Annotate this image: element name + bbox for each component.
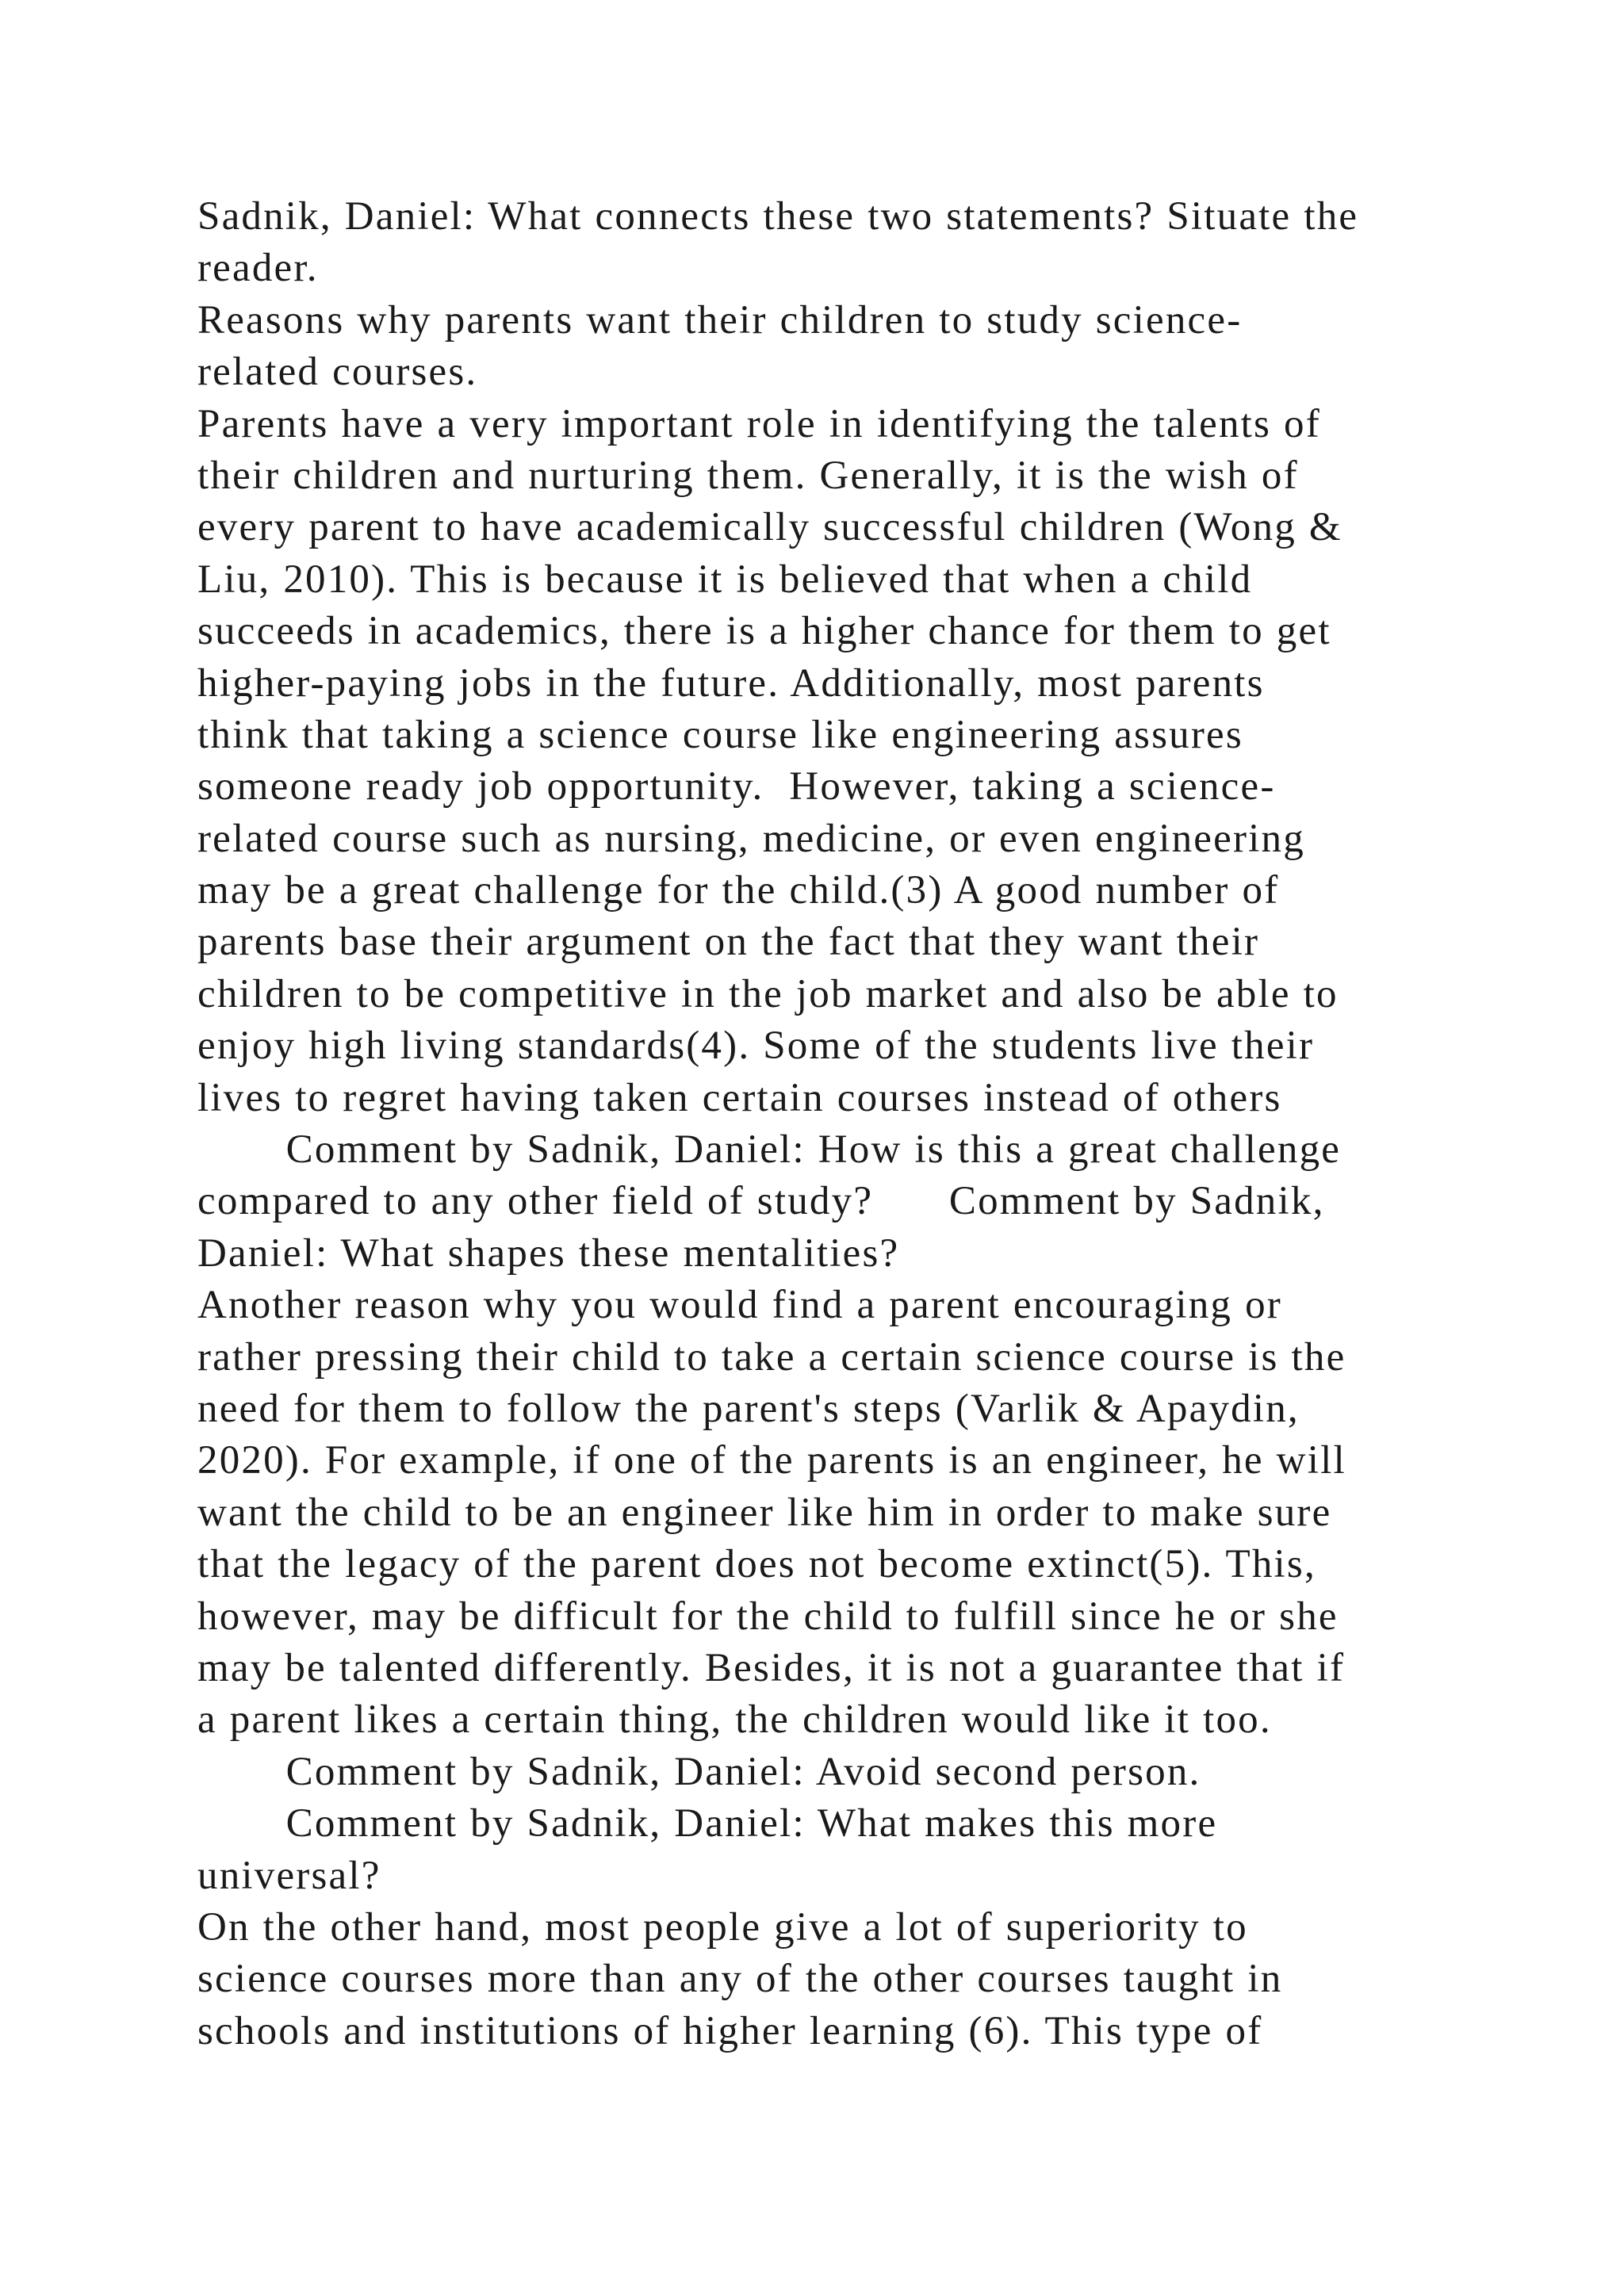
text-line: parents base their argument on the fact that they want their (197, 920, 1260, 965)
text-line: succeeds in academics, there is a higher chance for them to get (197, 609, 1331, 654)
text-line: someone ready job opportunity. However, taking a science- (197, 764, 1276, 809)
document-body (197, 191, 1450, 2057)
text-line: that the legacy of the parent does not become extinct(5). This, (197, 1542, 1316, 1587)
text-line: 2020). For example, if one of the parents is an engineer, he will (197, 1438, 1346, 1483)
text-line: Sadnik, Daniel: What connects these two statements? Situate the (197, 194, 1359, 239)
text-line: reader. (197, 246, 319, 291)
comment-line: Comment by Sadnik, Daniel: Avoid second person. (197, 1749, 1201, 1794)
text-line: every parent to have academically successful children (Wong & (197, 505, 1342, 550)
text-line: however, may be difficult for the child to fulfill since he or she (197, 1594, 1339, 1639)
text-line: lives to regret having taken certain courses instead of others (197, 1075, 1282, 1120)
text-line: Liu, 2010). This is because it is believed that when a child (197, 557, 1253, 602)
text-line: think that taking a science course like engineering assures (197, 712, 1243, 757)
comment-line: compared to any other field of study? Comment by Sadnik, (197, 1179, 1325, 1224)
text-line: want the child to be an engineer like him in order to make sure (197, 1490, 1332, 1535)
text-line: rather pressing their child to take a certain science course is the (197, 1334, 1346, 1380)
comment-line: universal? (197, 1853, 381, 1898)
text-line: higher-paying jobs in the future. Additionally, most parents (197, 660, 1265, 706)
text-line: need for them to follow the parent's steps (Varlik & Apaydin, (197, 1386, 1300, 1431)
text-line: their children and nurturing them. Generally, it is the wish of (197, 453, 1299, 498)
comment-line: Comment by Sadnik, Daniel: What makes this more (197, 1801, 1218, 1846)
text-line: a parent likes a certain thing, the children would like it too. (197, 1697, 1272, 1743)
text-line: science courses more than any of the other courses taught in (197, 1957, 1283, 2002)
text-line: enjoy high living standards(4). Some of the students live their (197, 1024, 1315, 1069)
text-line: related courses. (197, 350, 478, 395)
comment-line: Daniel: What shapes these mentalities? (197, 1230, 900, 1276)
text-line: children to be competitive in the job market and also be able to (197, 971, 1339, 1016)
text-line: Reasons why parents want their children to study science- (197, 297, 1243, 342)
text-line: may be a great challenge for the child.(3) A good number of (197, 868, 1280, 913)
text-line: related course such as nursing, medicine, or even engineering (197, 816, 1305, 861)
text-line: schools and institutions of higher learning (6). This type of (197, 2008, 1263, 2053)
text-line: may be talented differently. Besides, it is not a guarantee that if (197, 1645, 1346, 1690)
text-line: Parents have a very important role in identifying the talents of (197, 401, 1321, 446)
text-line: On the other hand, most people give a lot of superiority to (197, 1904, 1248, 1950)
text-line: Another reason why you would find a parent encouraging or (197, 1283, 1282, 1328)
comment-line: Comment by Sadnik, Daniel: How is this a great challenge (197, 1127, 1342, 1173)
